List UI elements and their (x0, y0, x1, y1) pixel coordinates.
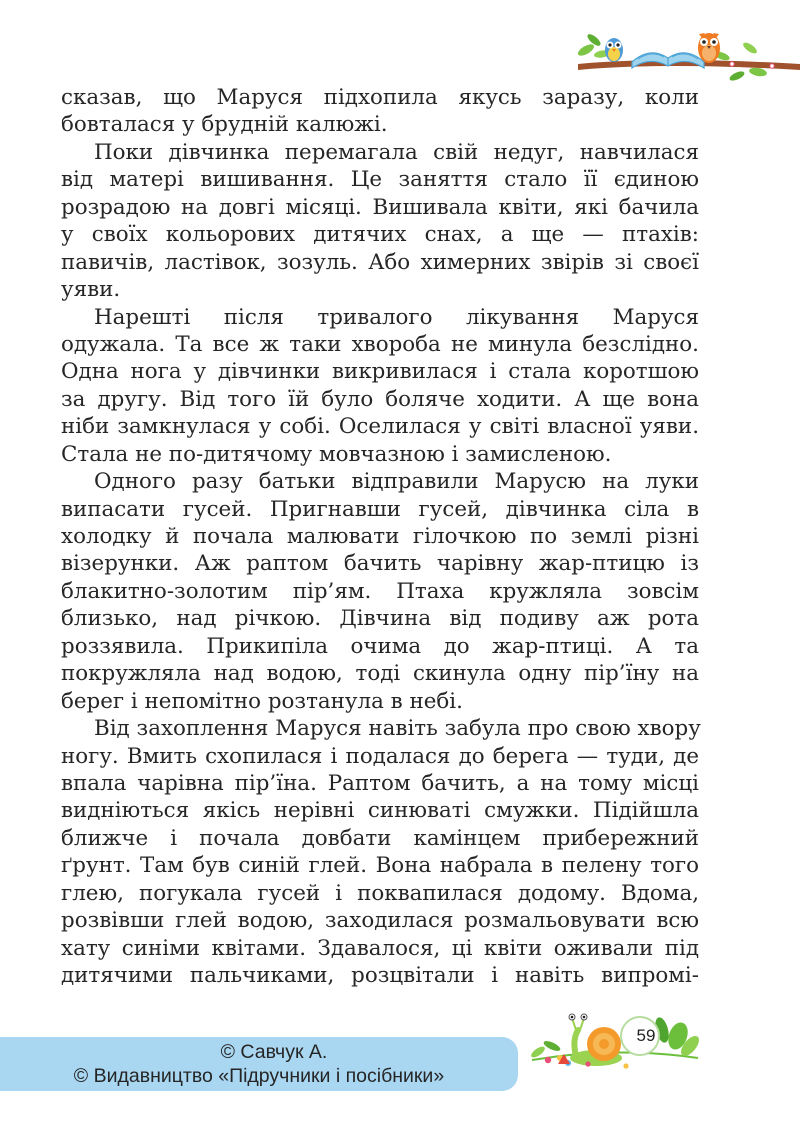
text-line: розрадою на довгі місяці. Вишивала квіти, які бачила (61, 194, 699, 220)
copyright-publisher: © Видавництво «Підручники і посібники» (73, 1065, 445, 1087)
text-line: Одна нога у дівчинки викривилася і стала коротшою (61, 359, 699, 385)
text-line: павичів, ластівок, зозуль. Або химерних звірів зі своєї (61, 249, 699, 275)
text-line: ближче і почала довбати камінцем прибережний (61, 825, 699, 851)
text-line: дитячими пальчиками, розцвітали і навіть випромі- (61, 963, 699, 988)
text-line: ніби замкнулася у собі. Оселилася у світі власної уяви. (61, 414, 699, 440)
text-line: Одного разу батьки відправили Марусю на луки (94, 469, 699, 495)
text-line: хату синіми квітами. Здавалося, ці квіти оживали під (61, 935, 699, 961)
text-line: холодку й почала малювати гілочкою по землі різні (61, 524, 699, 549)
text-line: розвівши глей водою, заходилася розмальовувати всю (61, 908, 699, 934)
text-line: берег і непомітно розтанула в небі. (61, 688, 463, 714)
text-line: одужала. Та все ж таки хвороба не минула безслідно. (61, 331, 699, 357)
text-line: покружляла над водою, тоді скинула одну пір’їну на (61, 661, 699, 687)
text-line: бовталася у брудній калюжі. (61, 112, 388, 138)
text-line: блакитно-золотим пір’ям. Птаха кружляла зовсім (61, 578, 699, 604)
text-line: Нарешті після тривалого лікування Маруся (94, 304, 699, 330)
text-line: ногу. Вмить схопилася і подалася до берега — туди, де (61, 743, 699, 769)
text-line: роззявила. Прикипіла очима до жар-птиці. А та (61, 633, 699, 659)
text-line: випасати гусей. Пригнавши гусей, дівчинка сіла в (61, 496, 699, 522)
text-line: ґрунт. Там був синій глей. Вона набрала в пелену того (61, 853, 699, 879)
text-line: за другу. Від того їй було боляче ходити. А ще вона (61, 386, 699, 412)
branch-with-owls-and-book-icon (572, 28, 800, 86)
copyright-author: © Савчук А. (220, 1041, 328, 1063)
text-line: глею, погукала гусей і поквапилася додому. Вдома, (61, 880, 699, 906)
text-line: візерунки. Аж раптом бачить чарівну жар-птицю із (61, 551, 699, 577)
text-line: Поки дівчинка перемагала свій недуг, навчилася (94, 139, 699, 165)
text-line: у своїх кольорових дитячих снах, а ще — птахів: (61, 222, 699, 248)
snail-with-flowers-icon (528, 1000, 700, 1080)
text-line: впала чарівна пір’їна. Раптом бачить, а на тому місці (61, 770, 699, 796)
text-line: від матері вишивання. Це заняття стало її єдиною (61, 167, 699, 193)
text-line: близько, над річкою. Дівчина від подиву аж рота (61, 606, 699, 632)
text-line: видніються якісь нерівні синюваті смужки. Підійшла (61, 798, 699, 824)
text-line: сказав, що Маруся підхопила якусь заразу, коли (61, 85, 699, 110)
page-body-text (61, 84, 699, 989)
text-line: Стала не по-дитячому мовчазною і замисленою. (61, 441, 612, 467)
page-number: 59 (636, 1026, 656, 1045)
text-line: Від захоплення Маруся навіть забула про свою хвору (94, 716, 701, 742)
text-line: уяви. (61, 277, 121, 303)
